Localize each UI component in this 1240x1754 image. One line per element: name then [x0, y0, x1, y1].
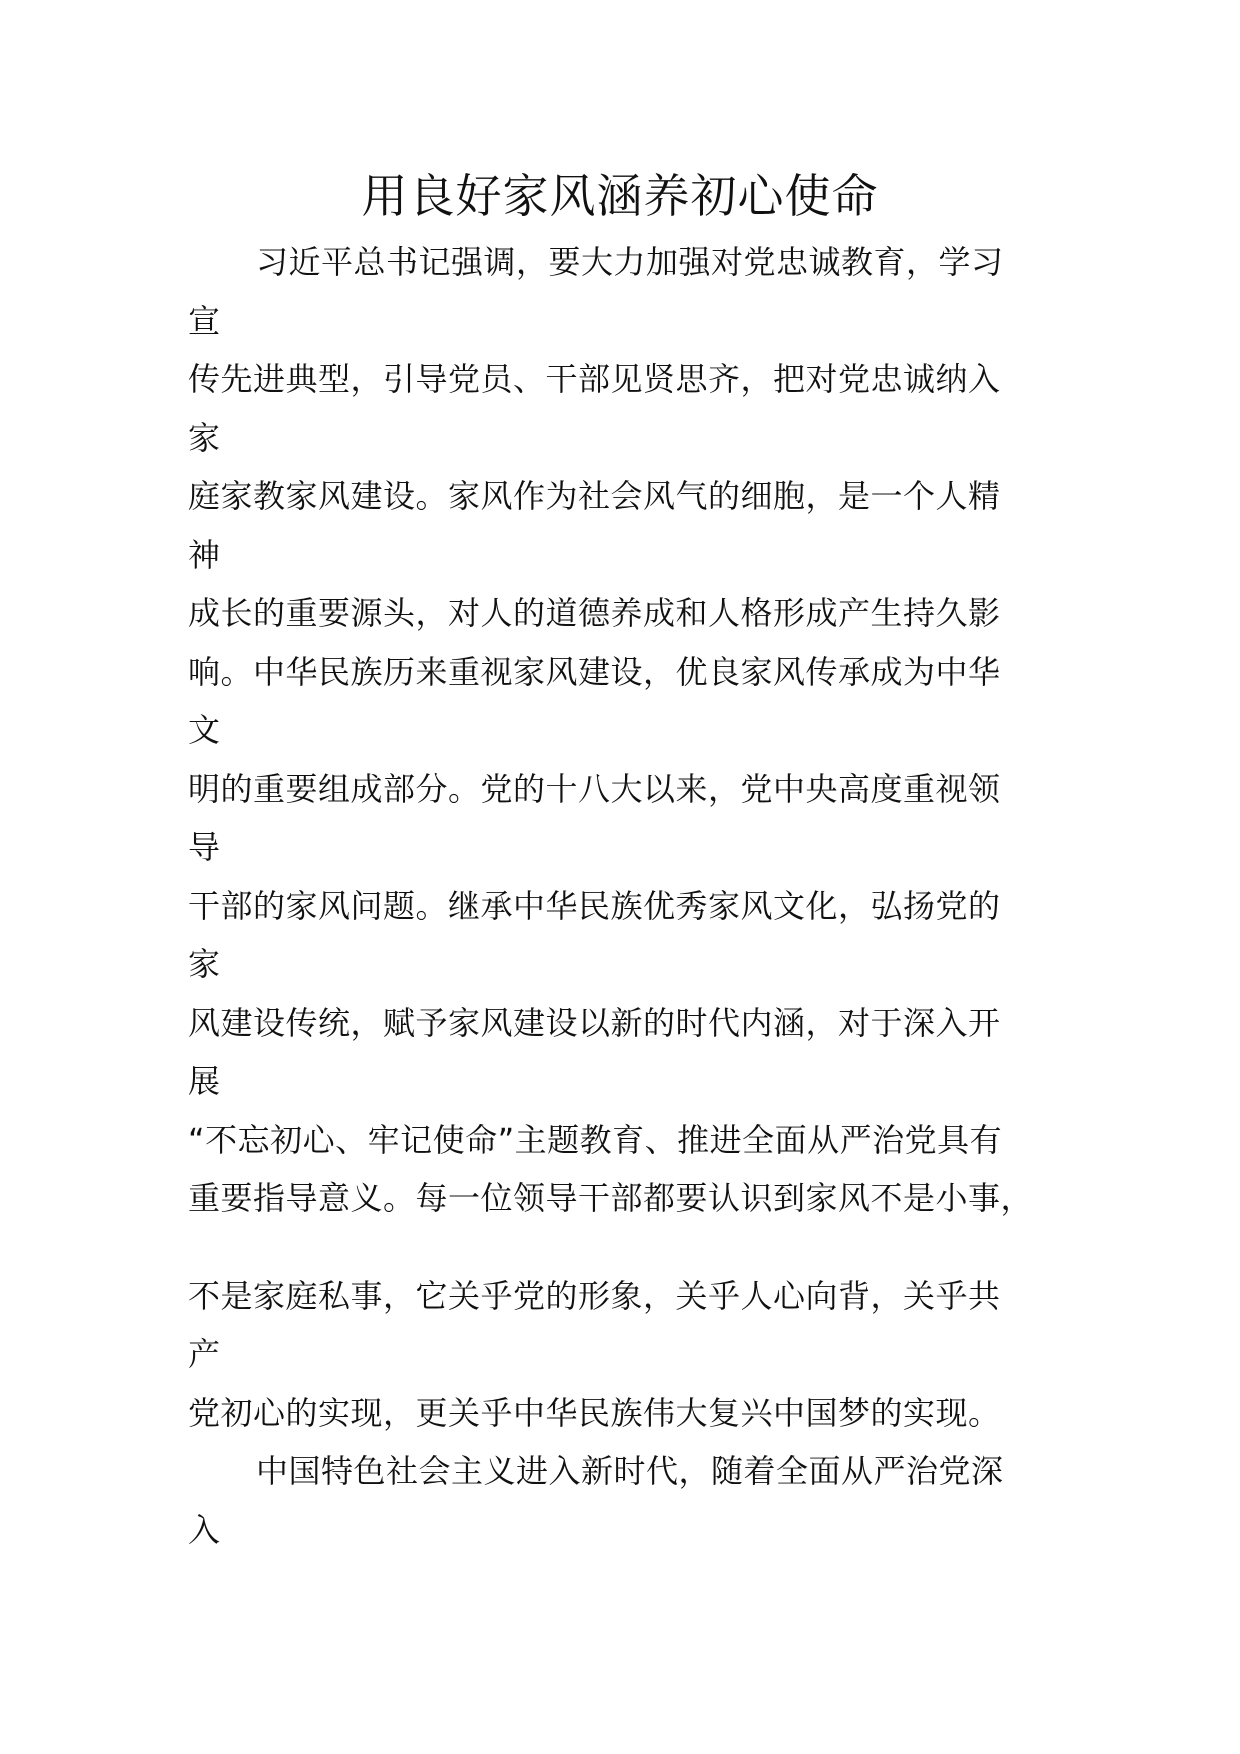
text-line: 入	[188, 1510, 221, 1549]
text-line: 宣	[188, 301, 221, 340]
text-line: 成长的重要源头，对人的道德养成和人格形成产生持久影	[188, 594, 1001, 632]
text-line: 重要指导意义。每一位领导干部都要认识到家风不是小事，	[188, 1179, 1034, 1217]
text-line: 党初心的实现，更关乎中华民族伟大复兴中国梦的实现。	[188, 1393, 1001, 1432]
text-line: 中国特色社会主义进入新时代，随着全面从严治党深	[256, 1452, 1004, 1490]
text-line: 神	[188, 535, 221, 574]
text-line: 导	[188, 828, 221, 866]
text-line: 风建设传统，赋予家风建设以新的时代内涵，对于深入开	[188, 1003, 1001, 1042]
text-line: 家	[188, 945, 221, 983]
text-line: 家	[188, 418, 221, 457]
text-line: 不是家庭私事，它关乎党的形象，关乎人心向背，关乎共	[188, 1276, 1001, 1315]
text-line: 响。中华民族历来重视家风建设，优良家风传承成为中华	[188, 652, 1001, 691]
text-line: “不忘初心、牢记使命”主题教育、推进全面从严治党具有	[188, 1120, 1003, 1159]
text-line: 庭家教家风建设。家风作为社会风气的细胞，是一个人精	[188, 477, 1001, 515]
text-line: 传先进典型，引导党员、干部见贤思齐，把对党忠诚纳入	[188, 360, 1001, 398]
document-body	[188, 233, 1088, 1559]
text-line: 产	[188, 1335, 221, 1373]
text-line: 展	[188, 1062, 221, 1100]
text-line: 明的重要组成部分。党的十八大以来，党中央高度重视领	[188, 769, 1001, 808]
text-line: 文	[188, 711, 221, 749]
text-line: 习近平总书记强调，要大力加强对党忠诚教育，学习	[256, 243, 1004, 281]
text-line: 干部的家风问题。继承中华民族优秀家风文化，弘扬党的	[188, 886, 1001, 925]
document-title: 用良好家风涵养初心使命	[361, 169, 879, 223]
